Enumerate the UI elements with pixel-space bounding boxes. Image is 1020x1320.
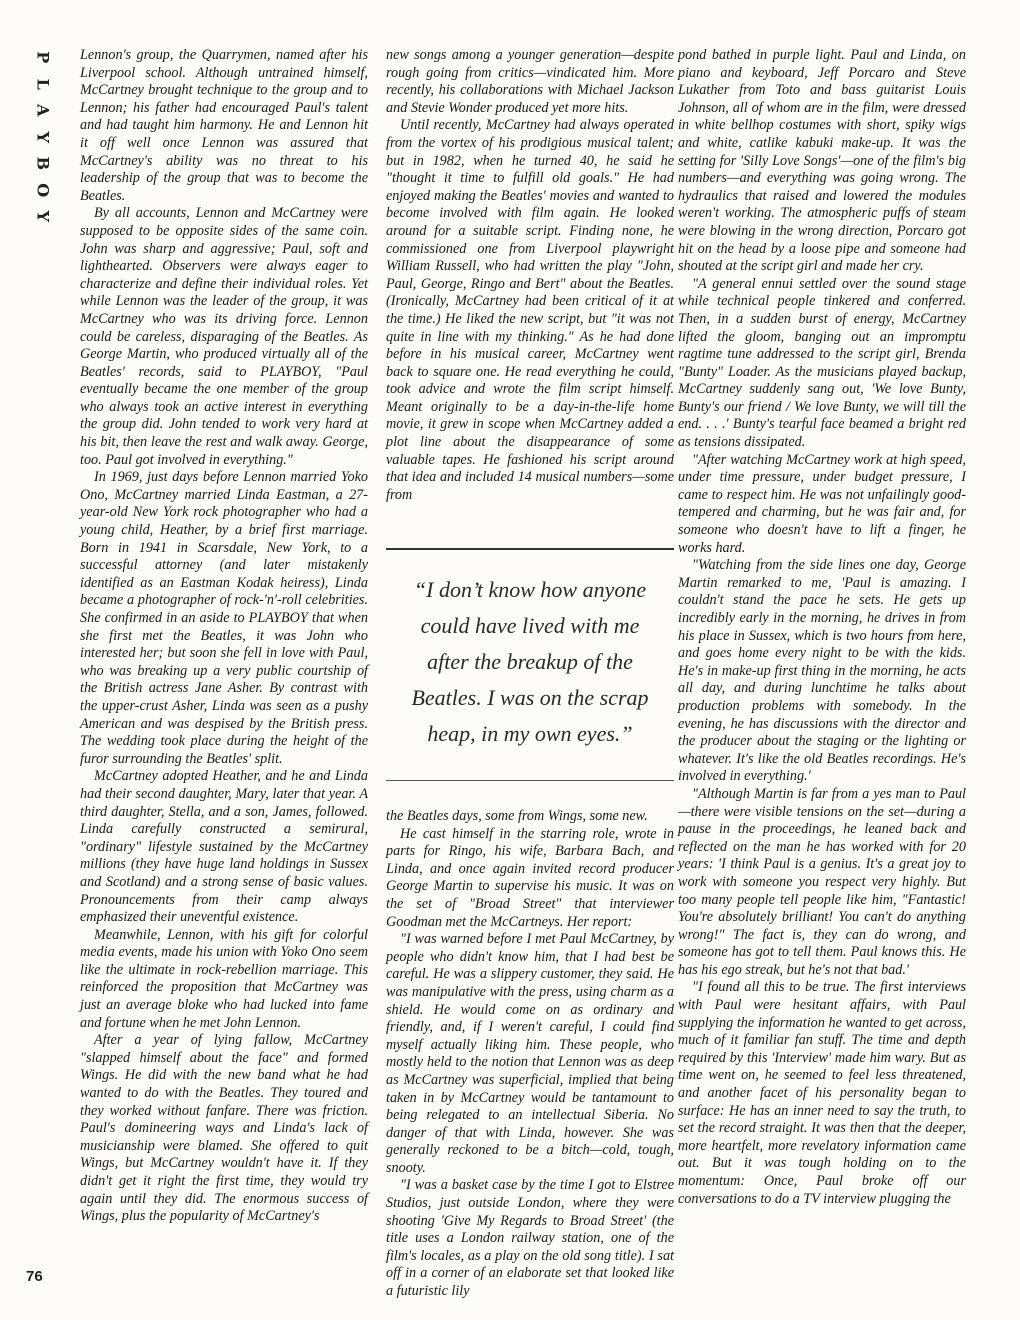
logo-letter: O [33, 182, 53, 197]
paragraph: pond bathed in purple light. Paul and Linda, on piano and keyboard, Jeff Porcaro and Steve Lukather from Toto and bass guitarist Louis Johnson, all of whom are in the film, were dressed in white bellhop costumes with short, spiky wigs and white, catlike kabuki make-up. It was the setting for 'Silly Love Songs'—one of the film's big numbers—and everything was going wrong. The hydraulics that raised and lowered the modules weren't working. The atmospheric puffs of steam were blowing in the wrong direction, Porcaro got hit on the head by a loose pipe and someone had shouted at the script girl and made her cry. [678, 47, 966, 275]
paragraph: Lennon's group, the Quarrymen, named after his Liverpool school. Although untrained himself, McCartney brought technique to the group and to Lennon; his father had encouraged Paul's talent and had taught him harmony. He and Lennon hit it off well once Lennon was assured that McCartney's ability was no threat to his leadership of the group that was to become the Beatles. [80, 47, 368, 204]
article-column-3 [678, 47, 966, 1287]
logo-letter: Y [33, 210, 53, 222]
logo-letter: A [33, 104, 53, 117]
pull-quote-text: “I don’t know how anyone could have lived with me after the breakup of the Beatles. I was on the scrap heap, in my own eyes.” [411, 577, 649, 746]
magazine-sidebar-logo [30, 44, 54, 230]
pull-quote-box [386, 548, 674, 781]
paragraph: "A general ennui settled over the sound stage while technical people tinkered and conferred. Then, in a sudden burst of energy, McCartney lifted the gloom, banging out an impromptu ragtime tune addressed to the script girl, Brenda "Bunty" Loader. As the musicians played backup, McCartney suddenly sang out, 'We love Bunty, Bunty's our friend / We love Bunty, we will till the end. . . .' Bunty's tearful face beamed a bright red as tensions dissipated. [678, 275, 966, 451]
logo-letter: B [33, 156, 53, 171]
page-number: 76 [26, 1268, 43, 1285]
paragraph: By all accounts, Lennon and McCartney were supposed to be opposite sides of the same coin. John was sharp and aggressive; Paul, soft and lighthearted. Observers were always eager to characterize and define their individual roles. Yet while Lennon was the leader of the group, it was McCartney who was its driving force. Lennon could be careless, disparaging of the Beatles. As George Martin, who produced virtually all of the Beatles' records, said to PLAYBOY, "Paul eventually became the one member of the group who always took an active interest in everything the group did. John tended to work very hard at his bit, then leave the rest and walk away. George, too. Paul got involved in everything." [80, 205, 368, 468]
paragraph: "Although Martin is far from a yes man to Paul—there were visible tensions on the set—during a pause in the proceedings, he leaned back and reflected on the man he has worked with for 20 years: 'I think Paul is a genius. It's a great joy to work with someone you respect very highly. But too many people tell people like him, "Fantastic! You're absolutely brilliant! You can't do anything wrong!" The fact is, they can do wrong, and someone has got to tell them. Paul knows this. He has his ego streak, but he's not that bad.' [678, 785, 966, 978]
paragraph: Meanwhile, Lennon, with his gift for colorful media events, made his union with Yoko Ono seem like the ultimate in rock-rebellion marriage. This reinforced the proposition that McCartney was just an average bloke who had lucked into fame and fortune when he met John Lennon. [80, 926, 368, 1031]
paragraph: After a year of lying fallow, McCartney "slapped himself about the face" and formed Wings. He did with the new band what he had wanted to do with the Beatles. They toured and they worked without fanfare. There was friction. Paul's domineering ways and Linda's lack of musicianship were blamed. She offered to quit Wings, but McCartney wouldn't have it. If they didn't get it right the first time, they would try again until they did. The enormous success of Wings, plus the popularity of McCartney's [80, 1032, 368, 1225]
paragraph: "Watching from the side lines one day, George Martin remarked to me, 'Paul is amazing. I couldn't stand the pace he sets. He gets up incredibly early in the morning, he drives in from his place in Sussex, which is two hours from here, and goes home every night to be with the kids. He's in make-up first thing in the morning, he acts all day, and during lunchtime he talks about production problems with somebody. In the evening, he has discussions with the director and the producer about the staging or the lighting or whatever. It's like the old Beatles recordings. He's involved in everything.' [678, 557, 966, 785]
paragraph: new songs among a younger generation—despite rough going from critics—vindicated him. More recently, his collaborations with Michael Jackson and Stevie Wonder produced yet more hits. [386, 47, 674, 116]
logo-letter: P [33, 51, 53, 64]
paragraph: Until recently, McCartney had always operated from the vortex of his prodigious musical talent; but in 1982, when he turned 40, he said he "thought it time to fulfill old goals." He had enjoyed making the Beatles' movies and wanted to become involved with film again. He looked around for a suitable script. Finding none, he commissioned one from Liverpool playwright William Russell, who had written the play "John, Paul, George, Ringo and Bert" about the Beatles. (Ironically, McCartney had been critical of it at the time.) He liked the new script, but "it was not quite in line with my thinking." As he had done before in his musical career, McCartney went back to square one. He read everything he could, took advice and wrote the film script himself. Meant originally to be a day-in-the-life home movie, it grew in scope when McCartney added a plot line about the disappearance of some valuable tapes. He fashioned his script around that idea and included 14 musical numbers—some from [386, 117, 674, 503]
article-column-2-bottom [386, 808, 674, 1300]
paragraph: "After watching McCartney work at high speed, under time pressure, under budget pressure, I came to respect him. He was not unfailingly good-tempered and charming, but he was fair and, for someone who doesn't have to lift a finger, he works hard. [678, 451, 966, 556]
paragraph: "I was a basket case by the time I got to Elstree Studios, just outside London, where they were shooting 'Give My Regards to Broad Street' (the title uses a London railway station, one of the film's locales, as a play on the old song title). I sat off in a corner of an elaborate set that looked like a futuristic lily [386, 1177, 674, 1300]
article-column-1 [80, 47, 368, 1287]
paragraph: the Beatles days, some from Wings, some new. [386, 808, 648, 824]
paragraph: "I found all this to be true. The first interviews with Paul were hesitant affairs, with Paul supplying the information he wanted to get across, much of it familiar fan stuff. The time and depth required by this 'Interview' made him wary. But as time went on, he seemed to feel less threatened, and another facet of his personality began to surface: He has an inner need to say the truth, to set the record straight. It was then that the deeper, more heartfelt, more revelatory information came out. But it was tough holding on to the momentum: Once, Paul broke off our conversations to do a TV interview plugging the [678, 979, 966, 1207]
article-column-2-top [386, 47, 674, 527]
logo-letter: L [33, 78, 53, 90]
paragraph: He cast himself in the starring role, wrote in parts for Ringo, his wife, Barbara Bach, and Linda, and once again invited record producer George Martin to supervise his music. It was on the set of "Broad Street" that interviewer Goodman met the McCartneys. Her report: [386, 825, 674, 930]
paragraph: McCartney adopted Heather, and he and Linda had their second daughter, Mary, later that year. A third daughter, Stella, and a son, James, followed. Linda carefully constructed a semirural, "ordinary" lifestyle sustained by the McCartney millions (they have huge land holdings in Sussex and Scotland) and a strong sense of basic values. Pronouncements from their camp always emphasized their uneventful existence. [80, 768, 368, 926]
paragraph: In 1969, just days before Lennon married Yoko Ono, McCartney married Linda Eastman, a 27-year-old New York rock photographer who had a young child, Heather, by a brief first marriage. Born in 1941 in Scarsdale, New York, to a successful attorney (and later mistakenly identified as an Eastman Kodak heiress), Linda became a photographer of rock-'n'-roll celebrities. She confirmed in an aside to PLAYBOY that when she first met the Beatles, it was John who interested her; but soon she fell in love with Paul, who was breaking up a very public courtship of the British actress Jane Asher. By contrast with the upper-crust Asher, Linda was seen as a pushy American and was despised by the British press. The wedding took place during the height of the furor surrounding the Beatles' split. [80, 469, 368, 767]
logo-letter: Y [33, 131, 53, 143]
paragraph: "I was warned before I met Paul McCartney, by people who didn't know him, that I had best be careful. He was a slippery customer, they said. He was manipulative with the press, using charm as a shield. He would come on as ordinary and friendly, and, if I weren't careful, I could find myself actually liking him. These people, who mostly held to the notion that Lennon was as deep as McCartney was superficial, implied that being taken in by McCartney would be tantamount to being relegated to an intellectual Siberia. No danger of that with Linda, however. She was generally reckoned to be a bitch—cold, tough, snooty. [386, 931, 674, 1176]
